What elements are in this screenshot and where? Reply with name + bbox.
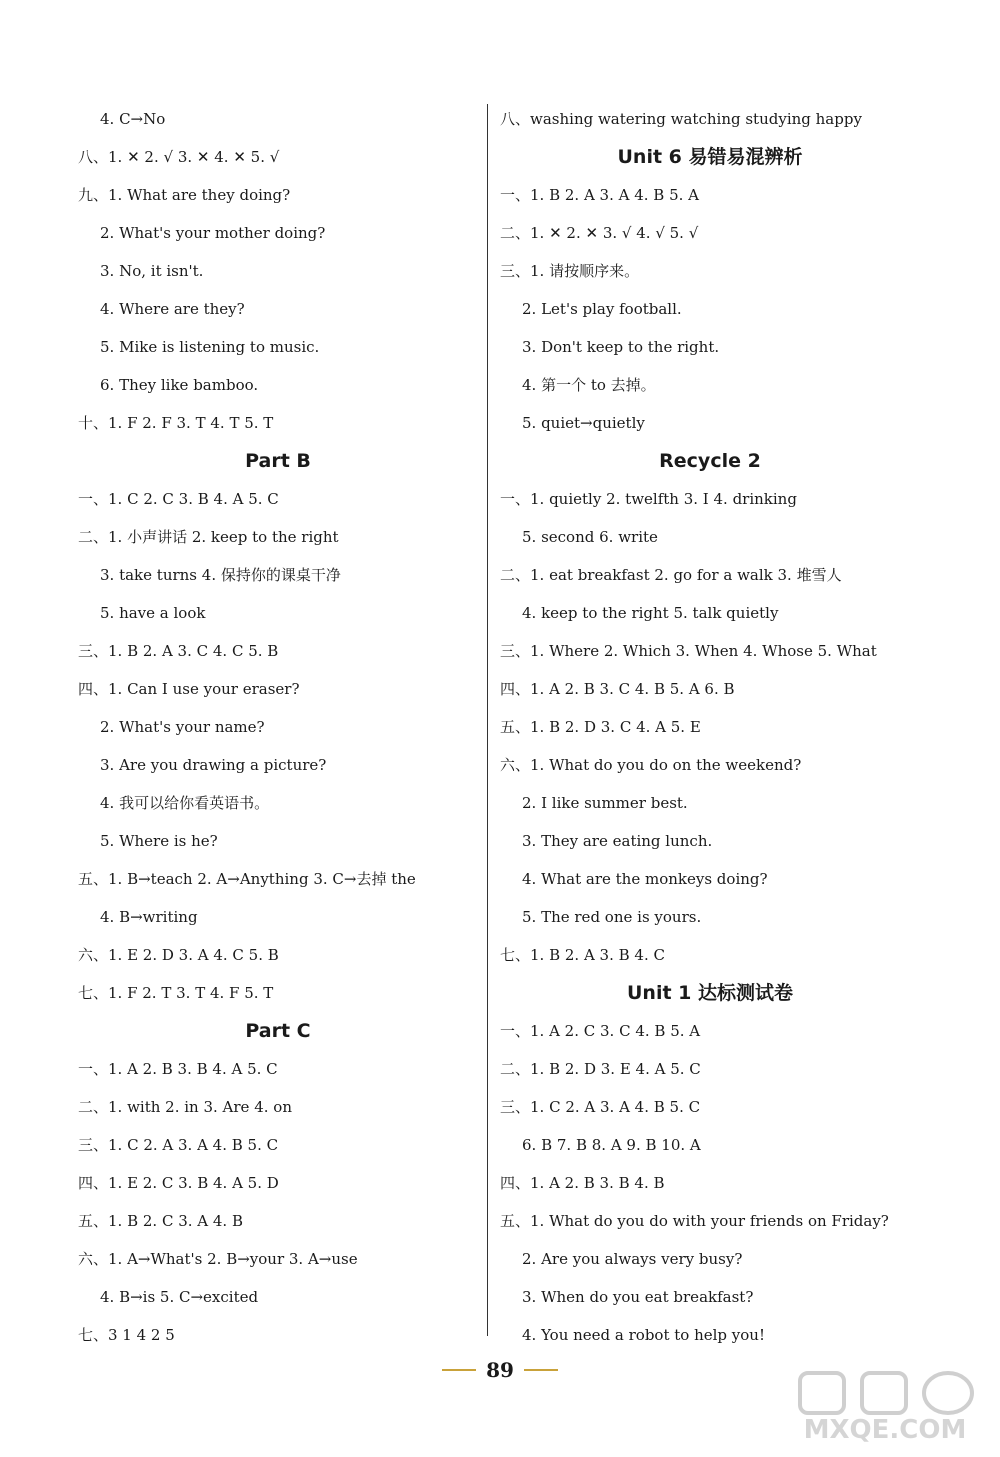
answer-line: 6. B 7. B 8. A 9. B 10. A [522,1136,701,1154]
answer-line: 3. No, it isn't. [100,262,204,280]
right-column [500,100,920,1354]
answer-line: 一、1. A 2. C 3. C 4. B 5. A [500,1022,701,1040]
answer-line: 六、1. A→What's 2. B→your 3. A→use [78,1250,358,1268]
footer-rule-left [442,1369,476,1371]
answer-line: 3. Don't keep to the right. [522,338,720,356]
answer-line: 七、3 1 4 2 5 [78,1326,175,1344]
answer-line: 一、1. B 2. A 3. A 4. B 5. A [500,186,700,204]
answer-line: 三、1. 请按顺序来。 [500,262,640,280]
answer-line: 2. I like summer best. [522,794,688,812]
answer-line: 五、1. What do you do with your friends on Friday? [500,1212,889,1230]
watermark-icon [790,1365,980,1421]
answer-line: 五、1. B 2. C 3. A 4. B [78,1212,243,1230]
watermark-text: MXQE.COM [803,1415,967,1445]
section-heading: Part B [245,450,311,472]
answer-line: 八、1. ✕ 2. √ 3. ✕ 4. ✕ 5. √ [78,148,280,166]
answer-line: 2. Let's play football. [522,300,682,318]
answer-line: 4. You need a robot to help you! [522,1326,765,1344]
answer-line: 一、1. A 2. B 3. B 4. A 5. C [78,1060,278,1078]
answer-line: 4. Where are they? [100,300,245,318]
answer-line: 4. B→writing [100,908,198,926]
left-column [78,100,478,1354]
answer-line: 5. Where is he? [100,832,218,850]
answer-line: 四、1. E 2. C 3. B 4. A 5. D [78,1174,279,1192]
answer-line: 5. second 6. write [522,528,658,546]
answer-line: 四、1. A 2. B 3. C 4. B 5. A 6. B [500,680,735,698]
answer-line: 5. have a look [100,604,206,622]
answer-line: 4. What are the monkeys doing? [522,870,768,888]
footer-rule-right [524,1369,558,1371]
answer-line: 一、1. C 2. C 3. B 4. A 5. C [78,490,279,508]
answer-line: 七、1. B 2. A 3. B 4. C [500,946,665,964]
answer-line: 4. keep to the right 5. talk quietly [522,604,779,622]
page-number: 89 [486,1358,514,1382]
answer-line: 2. What's your name? [100,718,265,736]
column-divider [487,104,488,1336]
answer-line: 2. Are you always very busy? [522,1250,743,1268]
section-heading: Unit 6 易错易混辨析 [617,146,803,168]
answer-line: 二、1. eat breakfast 2. go for a walk 3. 堆雪人 [500,566,842,584]
answer-line: 九、1. What are they doing? [78,186,291,204]
answer-line: 2. What's your mother doing? [100,224,326,242]
answer-line: 3. take turns 4. 保持你的课桌干净 [100,566,341,584]
answer-line: 三、1. Where 2. Which 3. When 4. Whose 5. What [500,642,877,660]
answer-line: 一、1. quietly 2. twelfth 3. I 4. drinking [500,490,797,508]
answer-line: 5. Mike is listening to music. [100,338,320,356]
answer-line: 五、1. B 2. D 3. C 4. A 5. E [500,718,701,736]
watermark-logo [790,1365,980,1445]
answer-line: 六、1. E 2. D 3. A 4. C 5. B [78,946,279,964]
answer-line: 三、1. C 2. A 3. A 4. B 5. C [78,1136,279,1154]
section-heading: Part C [245,1020,311,1042]
answer-line: 3. Are you drawing a picture? [100,756,327,774]
answer-line: 4. B→is 5. C→excited [100,1288,259,1306]
answer-line: 5. quiet→quietly [522,414,645,432]
answer-line: 二、1. B 2. D 3. E 4. A 5. C [500,1060,701,1078]
answer-line: 4. 我可以给你看英语书。 [100,794,270,812]
answer-line: 二、1. ✕ 2. ✕ 3. √ 4. √ 5. √ [500,224,699,242]
answer-line: 5. The red one is yours. [522,908,702,926]
answer-line: 3. They are eating lunch. [522,832,713,850]
answer-line: 三、1. C 2. A 3. A 4. B 5. C [500,1098,701,1116]
answer-line: 八、washing watering watching studying happy [500,110,862,128]
answer-line: 三、1. B 2. A 3. C 4. C 5. B [78,642,279,660]
answer-line: 3. When do you eat breakfast? [522,1288,754,1306]
answer-line: 二、1. 小声讲话 2. keep to the right [78,528,339,546]
answer-line: 五、1. B→teach 2. A→Anything 3. C→去掉 the [78,870,416,888]
answer-line: 6. They like bamboo. [100,376,259,394]
section-heading: Recycle 2 [659,450,761,472]
answer-line: 十、1. F 2. F 3. T 4. T 5. T [78,414,274,432]
section-heading: Unit 1 达标测试卷 [627,982,793,1004]
answer-line: 六、1. What do you do on the weekend? [500,756,802,774]
answer-line: 4. C→No [100,110,166,128]
answer-line: 4. 第一个 to 去掉。 [522,376,656,394]
answer-line: 四、1. A 2. B 3. B 4. B [500,1174,665,1192]
answer-line: 四、1. Can I use your eraser? [78,680,300,698]
answer-line: 七、1. F 2. T 3. T 4. F 5. T [78,984,274,1002]
answer-line: 二、1. with 2. in 3. Are 4. on [78,1098,292,1116]
